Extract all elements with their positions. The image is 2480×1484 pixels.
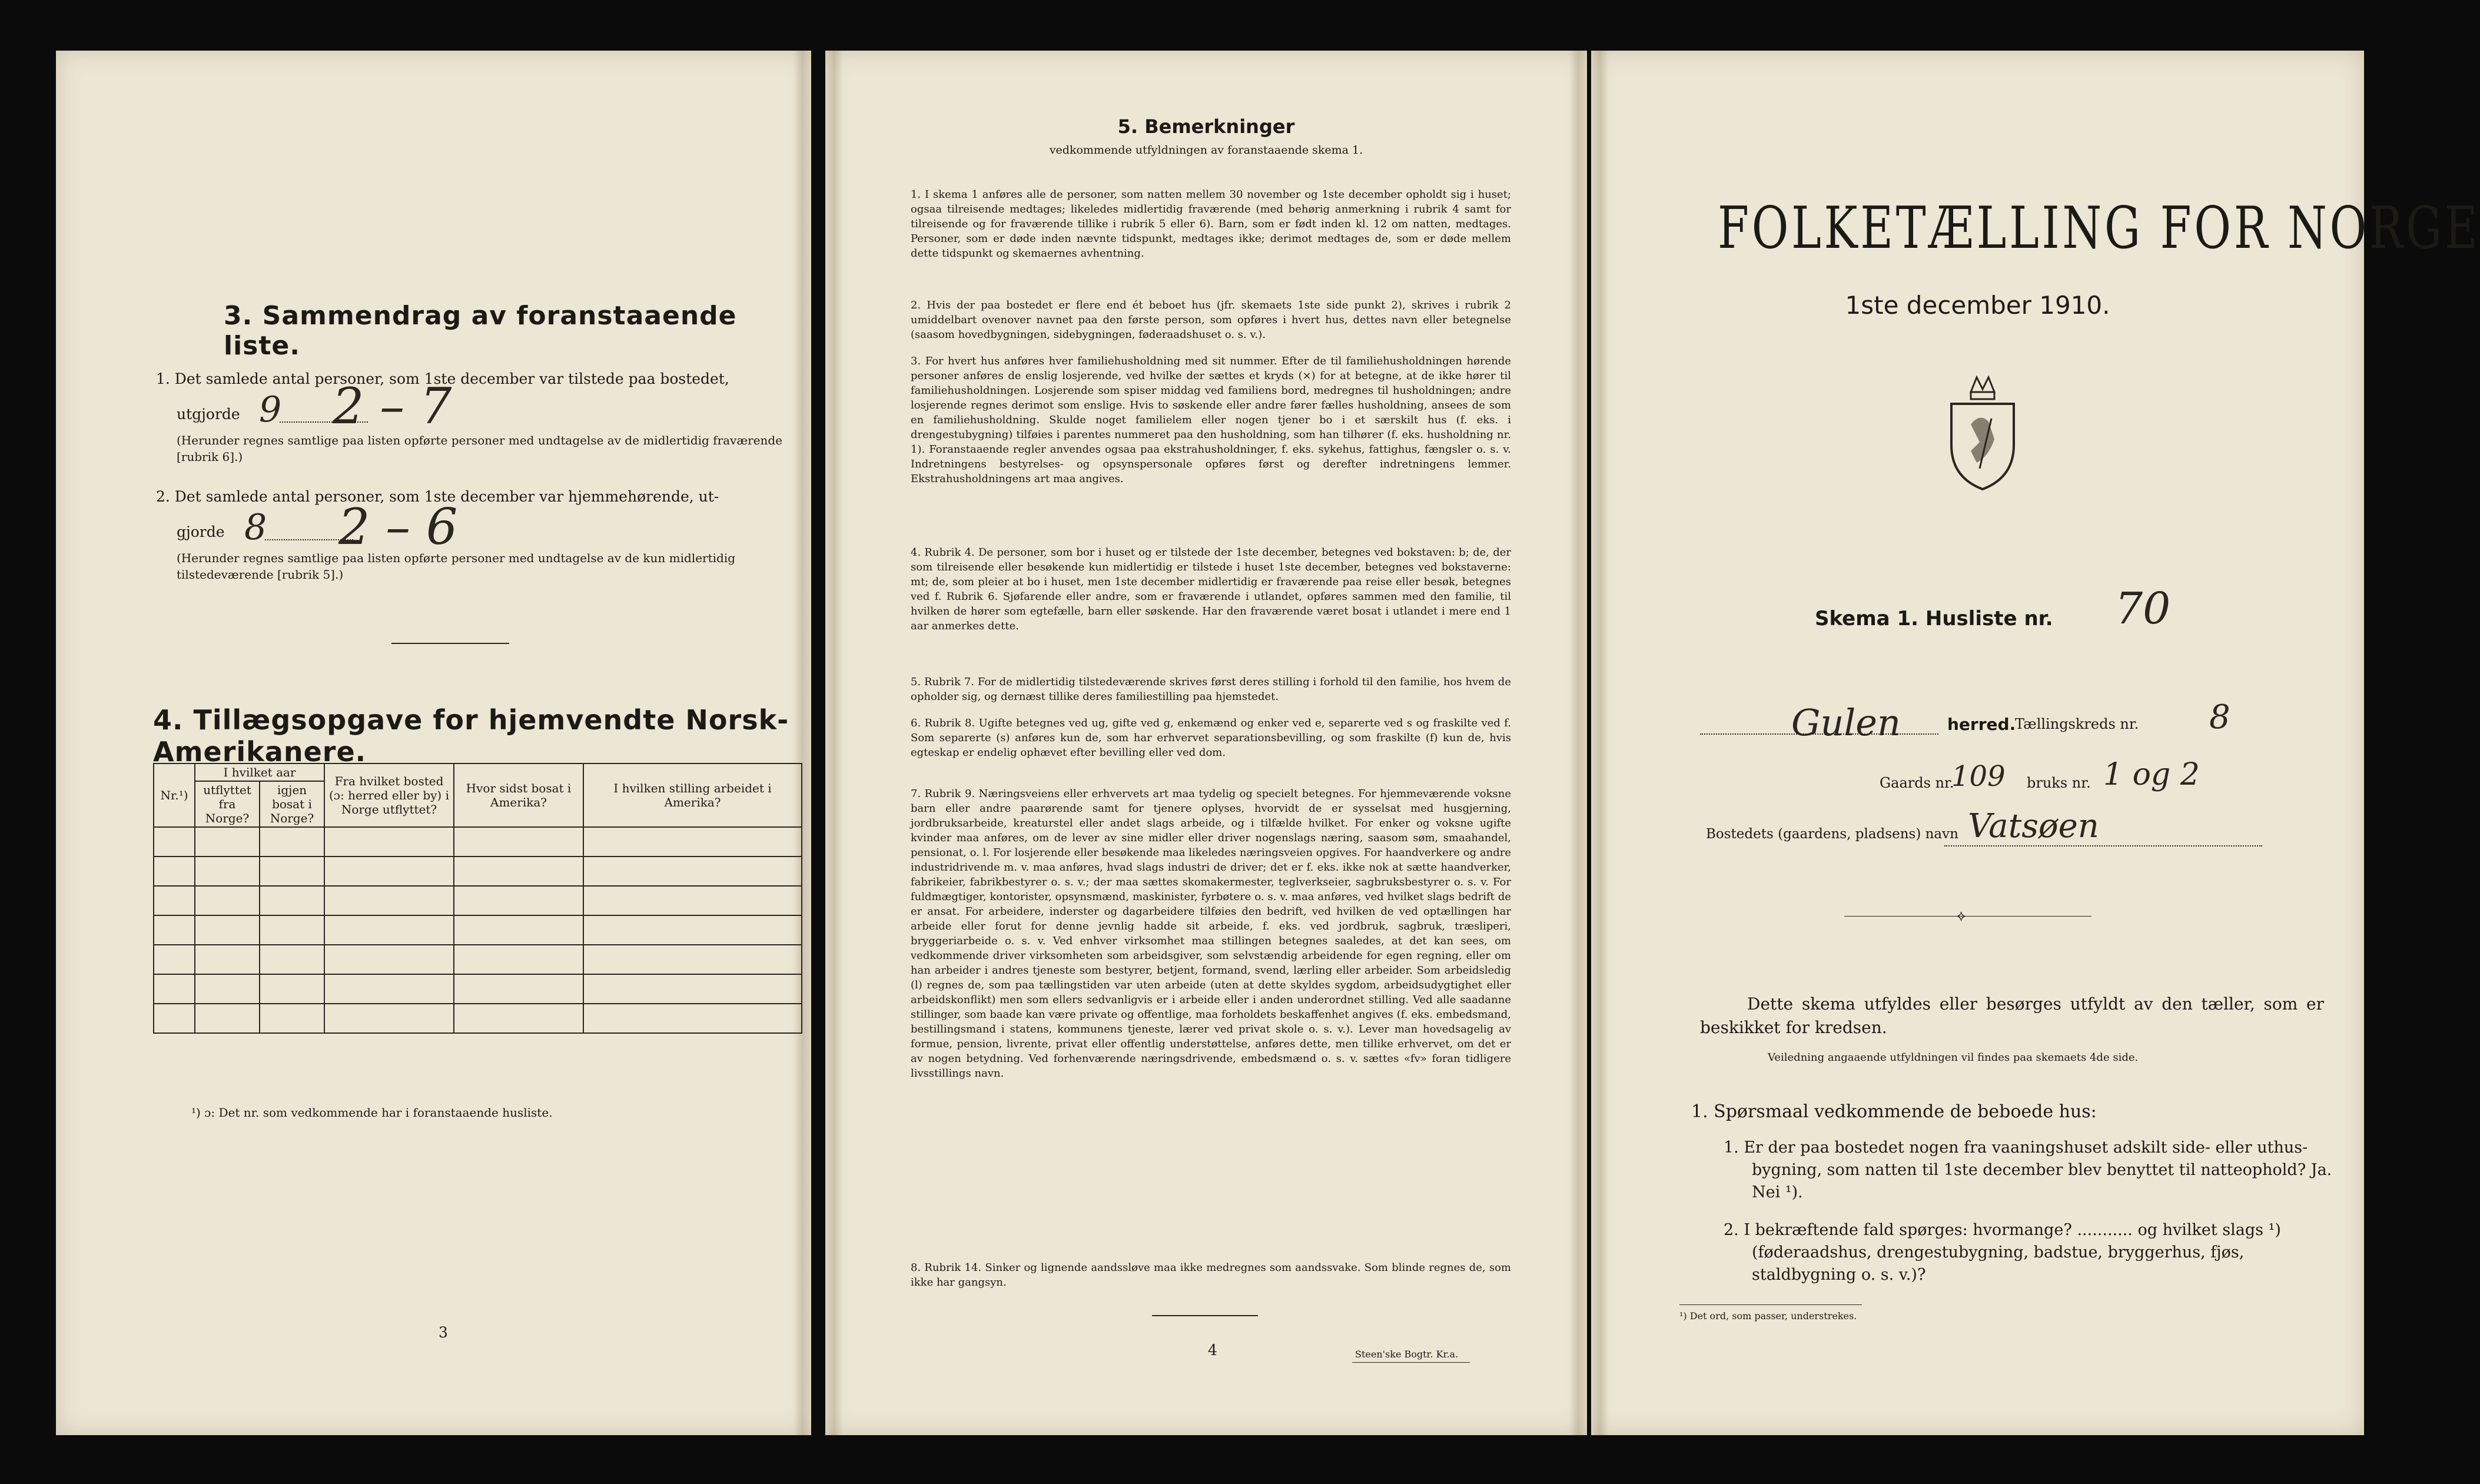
remark-item: 4. Rubrik 4. De personer, som bor i huset og er tilstede der 1ste december, betegnes ved bokstaven: b; de, der som tilreisende eller besøkende kun midlertidig er tilstede i huset 1ste december, betegnes ved bokstaverne: mt; de, som pleier at bo i huset, men 1ste december midlertidig er fraværende paa reise eller besøk, betegnes ved f. Rubrik 6. Sjøfarende eller andre, som er fraværende i utlandet, opføres sammen med den familie, til hvilken de hører som egtefælle, barn eller søskende. Har den fraværende været bosat i utlandet i mere end 1 aar anmerkes dette.	[911, 546, 1511, 632]
footnote-rule	[1679, 1304, 1862, 1305]
item1-note: (Herunder regnes samtlige paa listen opførte personer med undtagelse av de midlertidig fraværende [rubrik 6].)	[177, 433, 783, 464]
bruks-label: bruks nr.	[2027, 775, 2091, 791]
item2-hand-extra: 2 – 6	[338, 498, 458, 556]
veiledning-text: Veiledning angaaende utfyldningen vil findes paa skemaets 4de side.	[1768, 1051, 2139, 1064]
col-hvor-bosat: Hvor sidst bosat i Amerika?	[454, 763, 583, 827]
page-number-3: 3	[439, 1324, 448, 1341]
intro-text: Dette skema utfyldes eller besørges utfyldt av den tæller, som er beskikket for kredsen.	[1700, 994, 2324, 1037]
middle-page	[825, 51, 1587, 1435]
separator-rule	[391, 643, 509, 644]
herred-label: herred.	[1947, 715, 2016, 734]
item2-line1: 2. Det samlede antal personer, som 1ste december var hjemmehørende, ut-	[156, 488, 719, 505]
page-fold-shadow	[1591, 51, 1609, 1435]
table-row	[154, 974, 802, 1004]
table-row	[154, 915, 802, 945]
kreds-value: 8	[2209, 698, 2230, 736]
right-footnote: ¹) Det ord, som passer, understrekes.	[1679, 1310, 1857, 1322]
section4-title: 4. Tillægsopgave for hjemvendte Norsk-Amerikanere.	[153, 704, 789, 768]
col-fra-bosted: Fra hvilket bosted (ɔ: herred eller by) i Norge utflyttet?	[324, 763, 454, 827]
left-footnote: ¹) ɔ: Det nr. som vedkommende har i foranstaaende husliste.	[191, 1105, 553, 1120]
norsk-amerikanere-table	[153, 763, 802, 1034]
bosted-label: Bostedets (gaardens, pladsens) navn	[1706, 826, 1958, 842]
bosted-dotted-line	[1944, 845, 2262, 846]
remarks-subtitle: vedkommende utfyldningen av foranstaaende skema 1.	[1049, 144, 1363, 157]
item1-hand-extra: 2 – 7	[333, 377, 452, 435]
table-row	[154, 856, 802, 886]
table-row	[154, 945, 802, 974]
item1-hand-value: 9	[259, 389, 282, 430]
table-row	[154, 827, 802, 856]
col-utflyttet: utflyttet fra Norge?	[195, 781, 260, 827]
page-number-4: 4	[1208, 1342, 1217, 1359]
item1-prefix: utgjorde	[177, 406, 240, 423]
coat-of-arms-image	[1944, 368, 2021, 492]
skema-label: Skema 1. Husliste nr.	[1815, 607, 2053, 630]
col-group-year: I hvilket aar	[195, 763, 324, 781]
remark-item: 1. I skema 1 anføres alle de personer, som natten mellem 30 november og 1ste december opholdt sig i huset; ogsaa tilreisende medtages; likeledes midlertidig fraværende (med behørig anmerkning i rubrik 4 samt for tilreisende og for fraværende tillike i rubrik 5 eller 6). Barn, som er født inden kl. 12 om natten, medtages. Personer, som er døde inden nævnte tidspunkt, medtages ikke; derimot medtages de, som er døde mellem dette tidspunkt og skemaernes avhentning.	[911, 188, 1511, 260]
remark-item: 5. Rubrik 7. For de midlertidig tilstedeværende skrives først deres stilling i forhold til den familie, hos hvem de opholder sig, og dernæst tillike deres familiestilling paa hjemstedet.	[911, 676, 1511, 703]
kreds-label: Tællingskreds nr.	[2015, 716, 2139, 732]
page-fold-shadow	[825, 51, 843, 1435]
husliste-number: 70	[2115, 583, 2171, 634]
gaards-value: 109	[1951, 760, 2006, 793]
page-fold-shadow	[1569, 51, 1587, 1435]
col-stilling: I hvilken stilling arbeidet i Amerika?	[583, 763, 802, 827]
bruks-value: 1 og 2	[2103, 757, 2200, 792]
right-page	[1591, 51, 2480, 1435]
ornament-icon: ⟡	[1956, 907, 1967, 925]
table-row	[154, 886, 802, 915]
printer-rule	[1352, 1362, 1470, 1363]
remark-item: 2. Hvis der paa bostedet er flere end ét beboet hus (jfr. skemaets 1ste side punkt 2), skrives i rubrik 2 umiddelbart ovenover navnet paa den første person, som opføres i hvert hus, dettes navn eller betegnelse (saasom hovedbygningen, sidebygningen, føderaadshuset o. s. v.).	[911, 299, 1511, 341]
question-1: 1. Er der paa bostedet nogen fra vaaningshuset adskilt side- eller uthus-bygning, som natten til 1ste december blev benyttet til natteophold? Ja. Nei ¹).	[1724, 1138, 2332, 1201]
item2-note: (Herunder regnes samtlige paa listen opførte personer med undtagelse av de kun midlertidig tilstedeværende [rubrik 5].)	[177, 551, 736, 582]
table-row	[154, 1004, 802, 1033]
left-page	[56, 51, 811, 1435]
questions-heading: 1. Spørsmaal vedkommende de beboede hus:	[1691, 1101, 2097, 1122]
question-2: 2. I bekræftende fald spørges: hvormange? ........... og hvilket slags ¹) (føderaadshus, drengestubygning, badstue, bryggerhus, fjøs, staldbygning o. s. v.)?	[1724, 1221, 2281, 1284]
census-date: 1ste december 1910.	[1845, 291, 2110, 320]
item1-line1: 1. Det samlede antal personer, som 1ste december var tilstede paa bostedet,	[156, 370, 729, 387]
remark-item: 3. For hvert hus anføres hver familiehusholdning med sit nummer. Efter de til familiehusholdningen hørende personer anføres de enslig losjerende, ved hvilke der sættes et kryds (×) for at betegne, at de ikke hører til familiehusholdningen. Losjerende som spiser middag ved familiens bord, medregnes til husholdningen; andre losjerende regnes derimot som enslige. Hvis to søskende eller andre fører fælles husholdning, ansees de som en familiehusholdning. Skulde noget familielem eller nogen tjener bo i et særskilt hus (f. eks. i drengestubygning) tilføies i parentes nummeret paa den husholdning, som han tilhører (f. eks. husholdning nr. 1). Foranstaaende regler anvendes ogsaa paa ekstrahusholdninger, f. eks. sykehus, fattighus, fængsler o. s. v. Indretningens bestyrelses- og opsynspersonale opføres først og derefter indretningens lemmer. Ekstrahusholdningens art maa angives.	[911, 355, 1511, 485]
section3-title: 3. Sammendrag av foranstaaende liste.	[224, 301, 737, 361]
col-nr: Nr.¹)	[154, 763, 195, 827]
item2-hand-value: 8	[244, 507, 267, 548]
separator-rule	[1152, 1315, 1258, 1316]
census-title: FOLKETÆLLING FOR NORGE	[1718, 195, 2480, 262]
remarks-title: 5. Bemerkninger	[1117, 115, 1295, 138]
item2-prefix: gjorde	[177, 523, 225, 540]
remark-item: 8. Rubrik 14. Sinker og lignende aandssløve maa ikke medregnes som aandssvake. Som blinde regnes de, som ikke har gangsyn.	[911, 1261, 1511, 1289]
bosted-value: Vatsøen	[1968, 807, 2099, 845]
printer-mark: Steen'ske Bogtr. Kr.a.	[1355, 1349, 1459, 1360]
ornament-rule	[1844, 916, 2091, 917]
herred-value: Gulen	[1791, 701, 1901, 744]
gaards-label: Gaards nr.	[1880, 775, 1954, 791]
remark-item: 6. Rubrik 8. Ugifte betegnes ved ug, gifte ved g, enkemænd og enker ved e, separerte ved s og fraskilte ved f. Som separerte (s) anføres kun de, som har erhvervet separationsbevilling, og som fraskilte (f) kun de, hvis egteskap er endelig ophævet efter bevilling eller ved dom.	[911, 717, 1511, 759]
remark-item: 7. Rubrik 9. Næringsveiens eller erhvervets art maa tydelig og specielt betegnes. For hjemmeværende voksne barn eller andre paarørende samt for tjenere oplyses, hvorvidt de er sysselsat med husgjerning, jordbruksarbeide, kreaturstel eller andet slags arbeide, og i tilfælde hvilket. For enker og voksne ugifte kvinder maa anføres, om de lever av sine midler eller driver nogenslags næring, saasom søm, smaahandel, pensionat, o. l. For losjerende eller besøkende maa likeledes næringsveien opgives. For haandverkere og andre industridrivende m. v. maa anføres, hvad slags industri de driver; det er f. eks. ikke nok at sætte haandverker, fabrikeier, fabrikbestyrer o. s. v.; der maa sættes skomakermester, teglverkseier, sagbruksbestyrer o. s. v. For fuldmægtiger, kontorister, opsynsmænd, maskinister, fyrbøtere o. s. v. maa anføres, ved hvilket slags bedrift de er ansat. For arbeidere, inderster og dagarbeidere tilføies den bedrift, ved hvilken de ved optællingen har arbeide eller forut for denne jevnlig hadde sit arbeide, f. eks. ved jordbruk, sagbruk, træsliperi, bryggeriarbeide o. s. v. Ved enhver virksomhet maa stillingen betegnes saaledes, at det kan sees, om vedkommende driver virksomheten som arbeidsgiver, som selvstændig arbeidende for egen regning, eller om han arbeider i andres tjeneste som bestyrer, betjent, formand, svend, lærling eller arbeider. Som arbeidsledig (l) regnes de, som paa tællingstiden var uten arbeide (uten at dette skyldes sygdom, arbeidsudygtighet eller arbeidskonflikt) men som ellers sedvanligvis er i arbeide eller i anden underordnet stilling. Ved alle saadanne stillinger, som baade kan være private og offentlige, maa forholdets beskaffenhet angives (f. eks. embedsmand, bestillingsmand i statens, kommunens tjeneste, lærer ved privat skole o. s. v.). Lever man hovedsagelig av formue, pension, livrente, privat eller offentlig understøttelse, anføres dette, men tillike erhvervet, om det er av nogen betydning. Ved forhenværende næringsdrivende, embedsmænd o. s. v. sættes «fv» foran tidligere livsstillings navn.	[911, 788, 1511, 1080]
col-igjen-bosat: igjen bosat i Norge?	[260, 781, 324, 827]
